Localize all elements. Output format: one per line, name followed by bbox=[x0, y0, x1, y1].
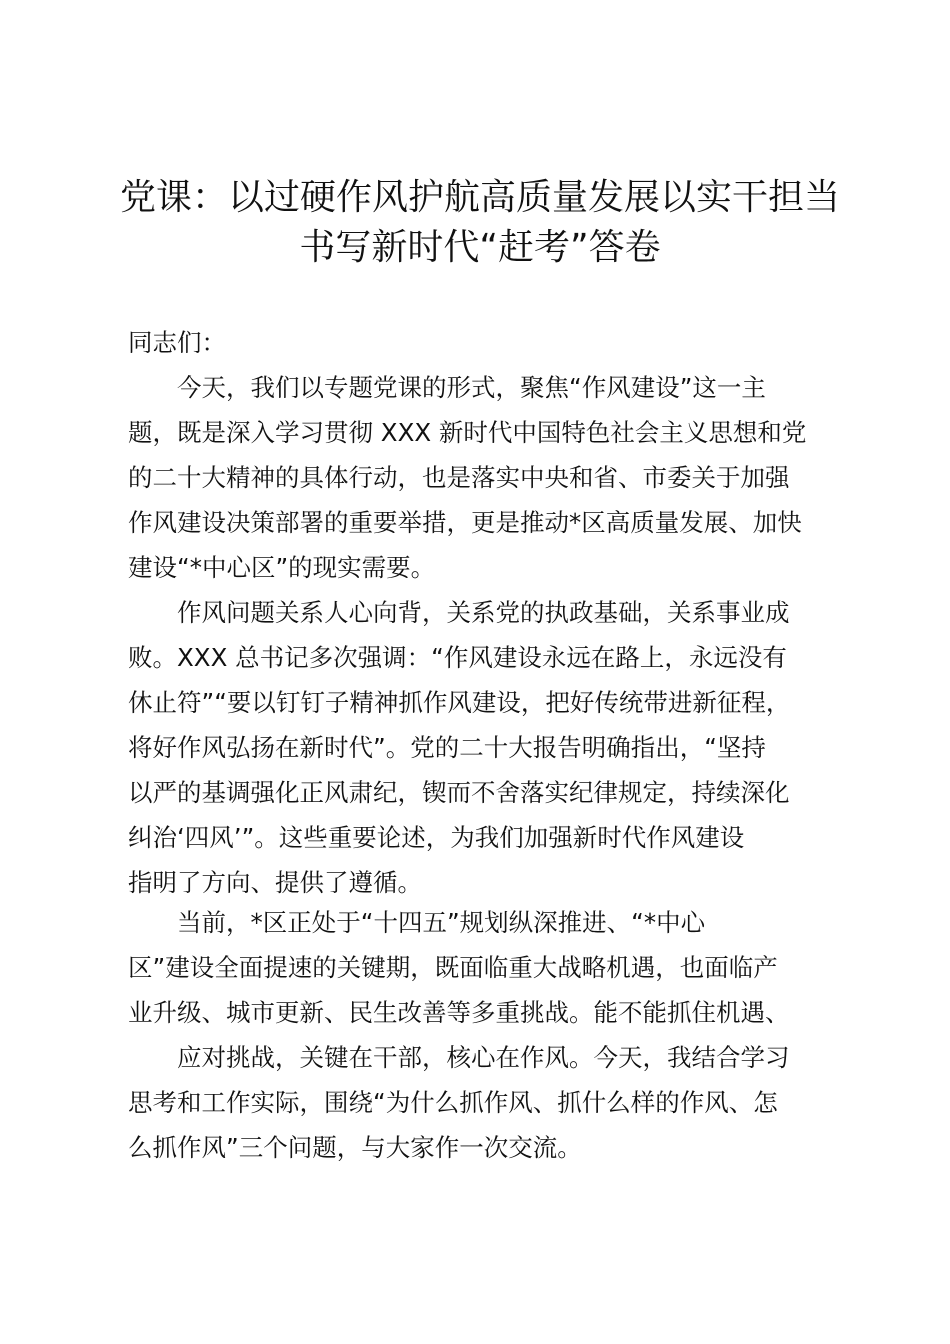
paragraph-line: 应对挑战，关键在干部，核心在作风。今天，我结合学习 bbox=[177, 1043, 790, 1072]
paragraph-line: 作风问题关系人心向背，关系党的执政基础，关系事业成 bbox=[177, 598, 790, 627]
paragraph-line: 败。XXX 总书记多次强调：“作风建设永远在路上，永远没有 bbox=[128, 643, 787, 672]
document-title-line-2: 书写新时代“赶考”答卷 bbox=[299, 227, 661, 268]
paragraph-line: 当前，*区正处于“十四五”规划纵深推进、“*中心 bbox=[177, 908, 706, 937]
paragraph-3 bbox=[128, 900, 833, 1035]
paragraph-line: 纠治‘四风’”。这些重要论述，为我们加强新时代作风建设 bbox=[128, 823, 745, 852]
paragraph-line: 思考和工作实际，围绕“为什么抓作风、抓什么样的作风、怎 bbox=[128, 1088, 778, 1117]
paragraph-line: 指明了方向、提供了遵循。 bbox=[128, 868, 422, 897]
paragraph-line: 业升级、城市更新、民生改善等多重挑战。能不能抓住机遇、 bbox=[128, 998, 790, 1027]
paragraph-line: 建设“*中心区”的现实需要。 bbox=[128, 553, 436, 582]
paragraph-line: 区”建设全面提速的关键期，既面临重大战略机遇，也面临产 bbox=[128, 953, 778, 982]
paragraph-line: 作风建设决策部署的重要举措，更是推动*区高质量发展、加快 bbox=[128, 508, 802, 537]
paragraph-line: 以严的基调强化正风肃纪，锲而不舍落实纪律规定，持续深化 bbox=[128, 778, 790, 807]
paragraph-4 bbox=[128, 1035, 833, 1170]
paragraph-2 bbox=[128, 590, 833, 905]
paragraph-line: 么抓作风”三个问题，与大家作一次交流。 bbox=[128, 1133, 582, 1162]
document-title-line-1: 党课：以过硬作风护航高质量发展以实干担当 bbox=[119, 177, 840, 218]
paragraph-line: 将好作风弘扬在新时代”。党的二十大报告明确指出，“坚持 bbox=[128, 733, 766, 762]
paragraph-line: 的二十大精神的具体行动，也是落实中央和省、市委关于加强 bbox=[128, 463, 790, 492]
paragraph-line: 题，既是深入学习贯彻 XXX 新时代中国特色社会主义思想和党 bbox=[128, 418, 807, 447]
salutation: 同志们： bbox=[128, 328, 226, 357]
paragraph-line: 休止符”“要以钉钉子精神抓作风建设，把好传统带进新征程， bbox=[128, 688, 791, 717]
paragraph-1 bbox=[128, 365, 833, 590]
paragraph-line: 今天，我们以专题党课的形式，聚焦“作风建设”这一主 bbox=[177, 373, 766, 402]
